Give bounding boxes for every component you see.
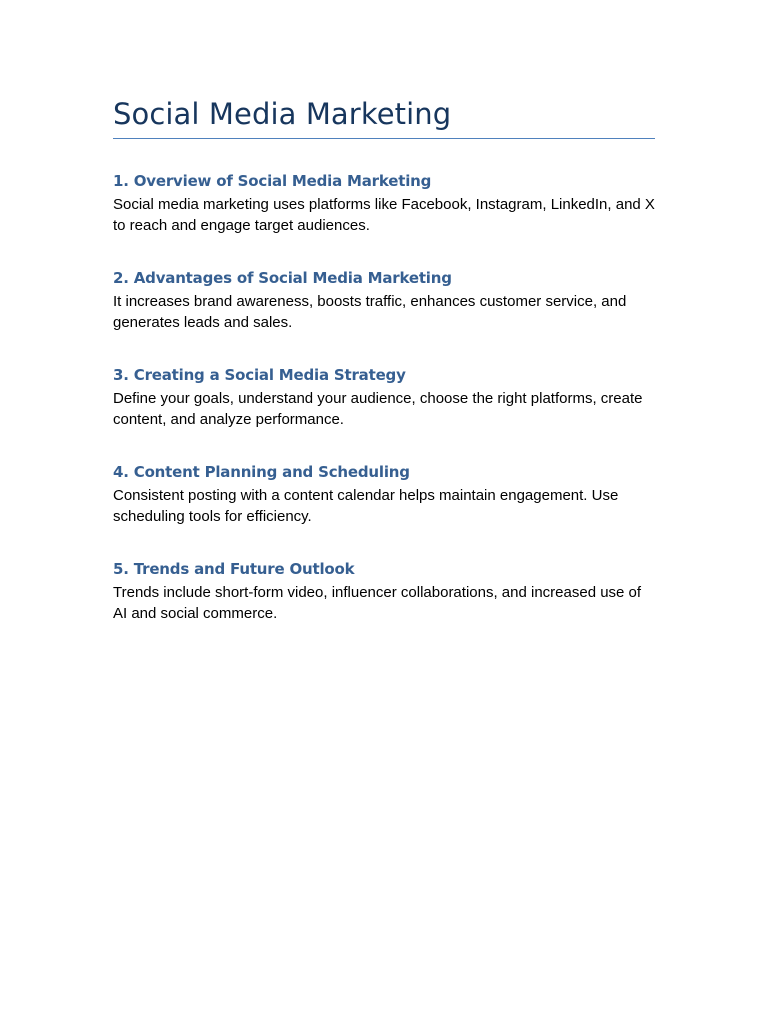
section-advantages bbox=[113, 268, 655, 333]
section-content-planning bbox=[113, 462, 655, 527]
document-title: Social Media Marketing bbox=[113, 96, 655, 139]
section-body: It increases brand awareness, boosts traffic, enhances customer service, and generates leads and sales. bbox=[113, 293, 627, 331]
section-heading: 5. Trends and Future Outlook bbox=[113, 560, 355, 578]
section-strategy bbox=[113, 365, 655, 430]
section-body: Define your goals, understand your audience, choose the right platforms, create content, and analyze performance. bbox=[113, 390, 643, 428]
document-page bbox=[113, 96, 655, 624]
section-heading: 4. Content Planning and Scheduling bbox=[113, 463, 410, 481]
section-trends bbox=[113, 559, 655, 624]
section-body: Consistent posting with a content calendar helps maintain engagement. Use scheduling tools for efficiency. bbox=[113, 487, 619, 525]
section-overview bbox=[113, 171, 655, 236]
section-heading: 3. Creating a Social Media Strategy bbox=[113, 366, 406, 384]
section-body: Trends include short-form video, influencer collaborations, and increased use of AI and social commerce. bbox=[113, 584, 642, 622]
section-body: Social media marketing uses platforms like Facebook, Instagram, LinkedIn, and X to reach and engage target audiences. bbox=[113, 196, 655, 234]
section-heading: 1. Overview of Social Media Marketing bbox=[113, 172, 432, 190]
section-heading: 2. Advantages of Social Media Marketing bbox=[113, 269, 452, 287]
